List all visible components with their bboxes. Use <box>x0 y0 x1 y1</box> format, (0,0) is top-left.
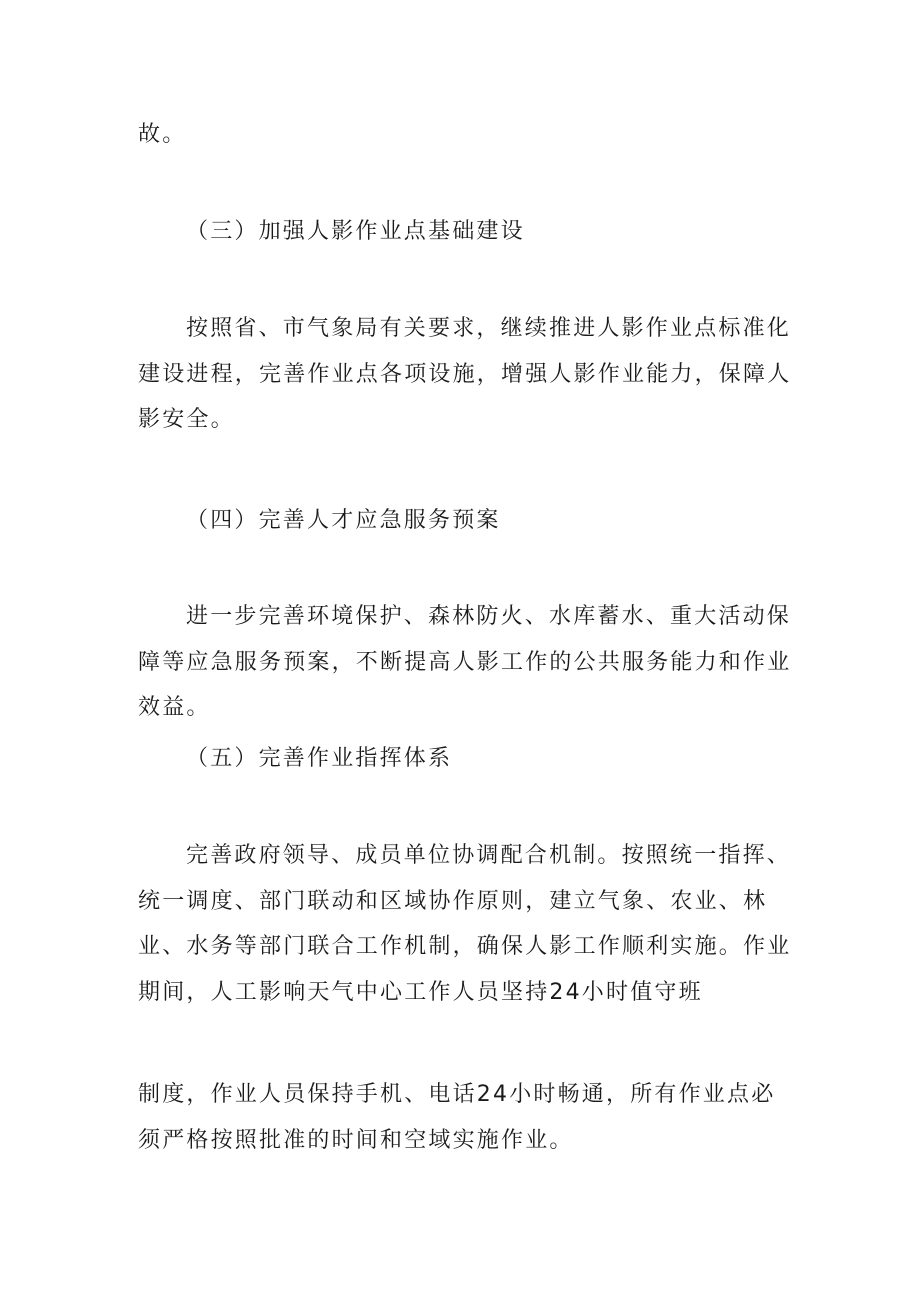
paragraph-intro-tail: 故。 <box>138 122 187 147</box>
paragraph-section-5-part-2: 制度，作业人员保持手机、电话24小时畅通，所有作业点必须严格按照批准的时间和空域实施作业。 <box>138 1082 776 1153</box>
section-heading-3: （三）加强人影作业点基础建设 <box>186 219 525 244</box>
section-heading-4: （四）完善人才应急服务预案 <box>186 508 501 533</box>
paragraph-section-5-part-1: 完善政府领导、成员单位协调配合机制。按照统一指挥、统一调度、部门联动和区域协作原则，建立气象、农业、林业、水务等部门联合工作机制，确保人影工作顺利实施。作业期间，人工影响天气中心工作人员坚持24小时值守班 <box>138 843 792 1005</box>
section-heading-5: （五）完善作业指挥体系 <box>186 746 453 771</box>
paragraph-section-3: 按照省、市气象局有关要求，继续推进人影作业点标准化建设进程，完善作业点各项设施，增强人影作业能力，保障人影安全。 <box>138 316 792 432</box>
paragraph-section-4: 进一步完善环境保护、森林防火、水库蓄水、重大活动保障等应急服务预案，不断提高人影工作的公共服务能力和作业效益。 <box>138 604 792 720</box>
